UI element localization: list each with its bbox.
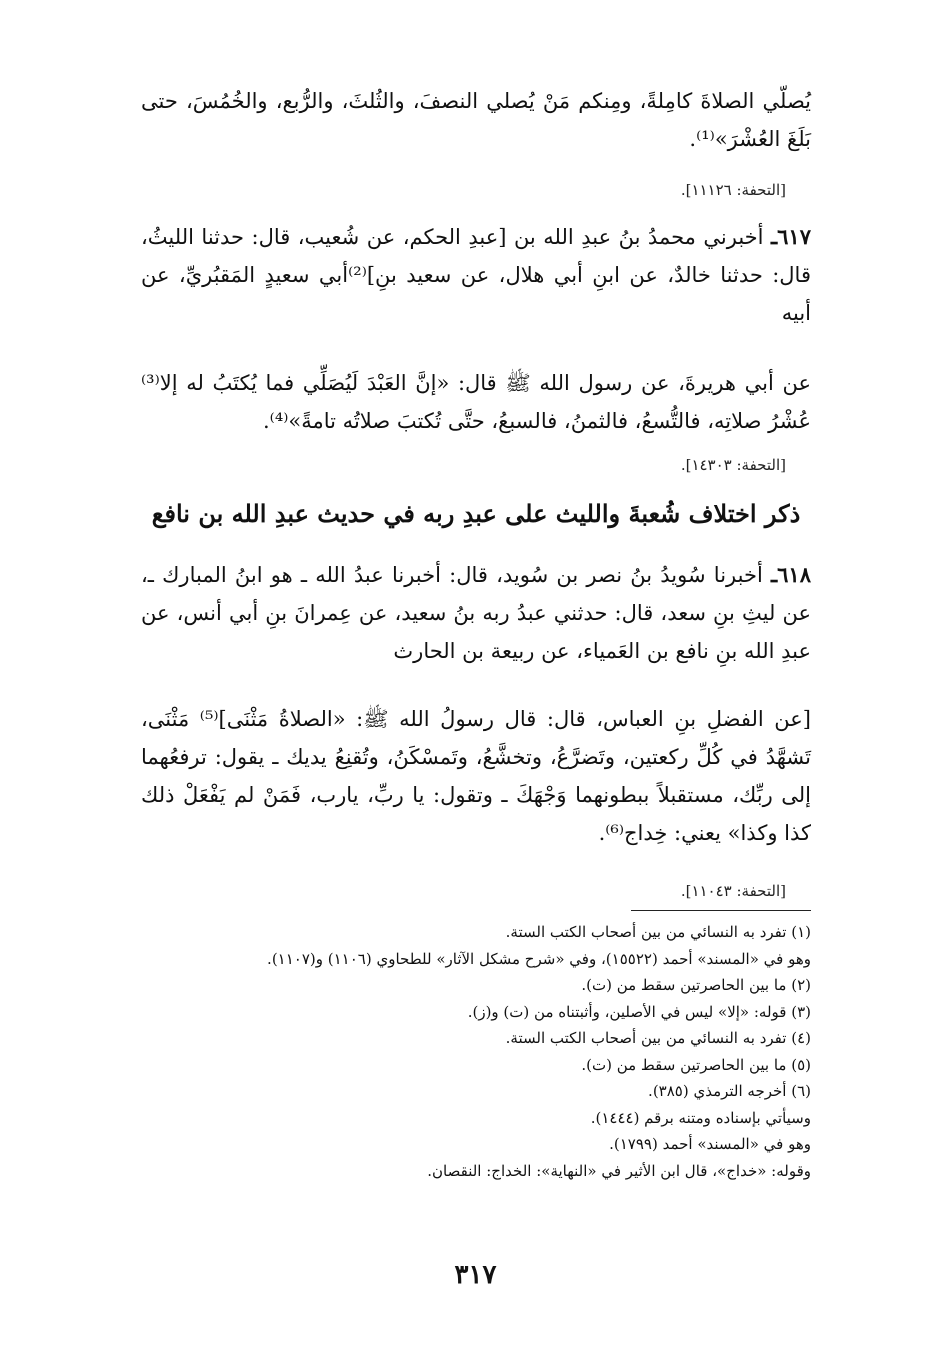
footnote-line: وهو في «المسند» أحمد (١٥٥٢٢)، وفي «شرح مشكل الآثار» للطحاوي (١١٠٦) و(١١٠٧).	[267, 949, 811, 968]
footnote-line: وقوله: «خداج»، قال ابن الأثير في «النهاية»: الخداج: النقصان.	[427, 1161, 811, 1180]
tuhfa-reference-2: [التحفة: ١٤٣٠٣].	[680, 456, 786, 474]
hadith-617-isnad-text: أخبرني محمدُ بنُ عبدِ الله بن [عبدِ الحكم، عن شُعيب، قال: حدثنا الليثُ، قال: حدثنا خالدٌ، عن ابنِ أبي هلال، عن سعيد بنِ]⁽²⁾أبي سعيدٍ المَقبُريِّ، عن أبيه	[141, 225, 811, 325]
footnote-line: (١) تفرد به النسائي من بين أصحاب الكتب الستة.	[505, 923, 811, 941]
hadith-617-matn: عن أبي هريرةَ، عن رسول الله ﷺ قال: «إنَّ العَبْدَ لَيُصَلِّي فما يُكتَبُ له إلا⁽³⁾عُشْرُ صلاتِه، فالتُّسعُ، فالثمنُ، فالسبعُ، حتَّى تُكتبَ صلاتُه تامةً»⁽⁴⁾.	[141, 371, 811, 433]
tuhfa-reference-1: [التحفة: ١١١٢٦].	[680, 181, 786, 199]
hadith-617-isnad	[141, 218, 811, 332]
page-number: ٣١٧	[454, 1260, 497, 1290]
footnotes	[141, 919, 811, 1184]
footnote-line: (٤) تفرد به النسائي من بين أصحاب الكتب الستة.	[505, 1029, 811, 1047]
hadith-618-number: ٦١٨ـ	[770, 562, 811, 587]
footnote-line: (٥) ما بين الحاصرتين سقط من (ت).	[581, 1055, 811, 1074]
footnote-divider	[631, 910, 811, 911]
hadith-618-matn: [عن الفضلِ بنِ العباس، قال: قال رسولُ الله ﷺ: «الصلاةُ مَثْنَى]⁽⁵⁾ مَثْنَى، تَشهَّدُ في كُلِّ ركعتين، وتَضرَّعُ، وتخشَّعُ، وتَمسْكَنُ، وتُقنِعُ يديك ـ يقول: ترفعُهما إلى ربِّك، مستقبلاً ببطونهما وَجْهَكَ ـ وتقول: يا ربِّ، يارب، فَمَنْ لم يَفْعَلْ ذلك كذا وكذا» يعني: خِداج⁽⁶⁾.	[141, 707, 811, 845]
continuation-paragraph: يُصلّي الصلاةَ كامِلةً، ومِنكم مَنْ يُصلي النصفَ، والثُلثَ، والرُّبع، والخُمُسَ، حتى بَلَغَ العُشْرَ»⁽¹⁾.	[141, 89, 811, 151]
hadith-617-number: ٦١٧ـ	[770, 224, 811, 249]
footnote-line: (٣) قوله: «إلا» ليس في الأصلين، وأثبتناه من (ت) و(ز).	[467, 1002, 811, 1021]
hadith-618-isnad	[141, 556, 811, 670]
tuhfa-reference-3: [التحفة: ١١٠٤٣].	[680, 882, 786, 900]
footnote-line: وسيأتي بإسناده ومتنه برقم (١٤٤٤).	[590, 1108, 811, 1127]
footnote-line: (٢) ما بين الحاصرتين سقط من (ت).	[581, 976, 811, 994]
section-heading: ذكر اختلاف شُعبةَ والليث على عبدِ ربه في حديث عبدِ الله بن نافع	[151, 499, 801, 528]
hadith-618-isnad-text: أخبرنا سُويدُ بنُ نصر بن سُويد، قال: أخبرنا عبدُ الله ـ هو ابنُ المبارك ـ، عن ليثِ بنِ سعد، قال: حدثني عبدُ ربه بنُ سعيد، عن عِمرانَ بنِ أبي أنس، عن عبدِ الله بنِ نافع بن العَمياء، عن ربيعة بن الحارث	[141, 563, 811, 663]
footnote-line: (٦) أخرجه الترمذي (٣٨٥).	[648, 1082, 811, 1100]
footnote-line: وهو في «المسند» أحمد (١٧٩٩).	[609, 1135, 811, 1153]
